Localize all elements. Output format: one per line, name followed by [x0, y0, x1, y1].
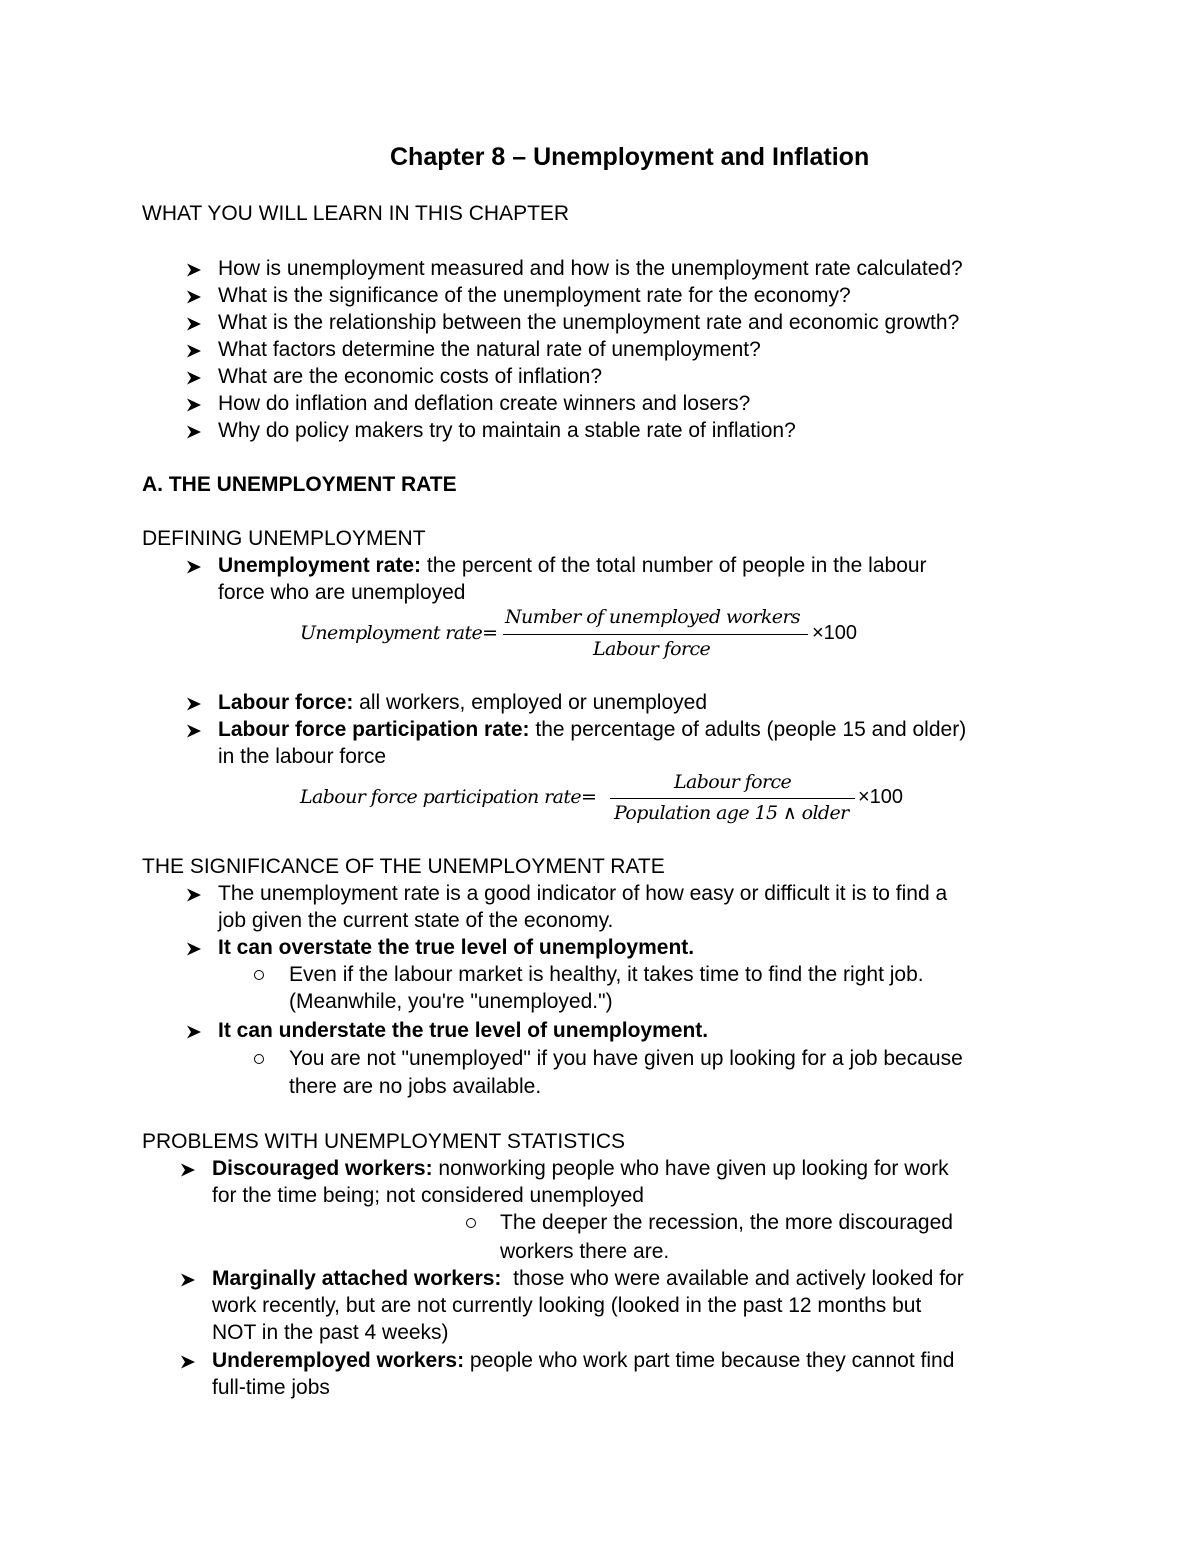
definition-continuation: full-time jobs: [212, 1376, 330, 1399]
sub-item: You are not "unemployed" if you have given up looking for a job because: [289, 1047, 963, 1070]
term: Marginally attached workers:: [212, 1267, 502, 1290]
marginally-attached-definition: [212, 1265, 964, 1292]
significance-item: It can overstate the true level of unemployment.: [218, 936, 695, 959]
learn-item: How do inflation and deflation create winners and losers?: [218, 392, 751, 415]
learn-item: How is unemployment measured and how is the unemployment rate calculated?: [218, 257, 963, 280]
problems-heading: PROBLEMS WITH UNEMPLOYMENT STATISTICS: [142, 1130, 626, 1153]
arrow-bullet-icon: [186, 559, 202, 575]
significance-item: The unemployment rate is a good indicator of how easy or difficult it is to find a: [218, 882, 948, 905]
arrow-bullet-icon: [186, 696, 202, 712]
learn-item: What is the relationship between the unemployment rate and economic growth?: [218, 311, 960, 334]
arrow-bullet-icon: [186, 289, 202, 305]
fraction-bar: [610, 798, 855, 799]
arrow-bullet-icon: [186, 262, 202, 278]
arrow-bullet-icon: [186, 941, 202, 957]
formula-numerator: Labour force: [674, 771, 792, 793]
circle-bullet-icon: [254, 1054, 264, 1064]
definition-text: people who work part time because they cannot find: [464, 1349, 955, 1372]
sub-item-continuation: workers there are.: [500, 1240, 670, 1263]
term: Underemployed workers:: [212, 1349, 465, 1372]
arrow-bullet-icon: [180, 1354, 196, 1370]
section-a-heading: A. THE UNEMPLOYMENT RATE: [142, 473, 457, 496]
sub-item-continuation: (Meanwhile, you're "unemployed."): [289, 990, 613, 1013]
formula-numerator: Number of unemployed workers: [505, 606, 801, 628]
learn-item: What are the economic costs of inflation?: [218, 365, 603, 388]
sub-item: Even if the labour market is healthy, it takes time to find the right job.: [289, 963, 924, 986]
unemployment-rate-definition: [218, 552, 927, 579]
definition-continuation: in the labour force: [218, 745, 387, 768]
definition-continuation: work recently, but are not currently looking (looked in the past 12 months but: [212, 1294, 922, 1317]
learn-item: What factors determine the natural rate of unemployment?: [218, 338, 761, 361]
definition-text: those who were available and actively looked for: [501, 1267, 964, 1290]
arrow-bullet-icon: [186, 370, 202, 386]
chapter-title: Chapter 8 – Unemployment and Inflation: [390, 143, 870, 171]
arrow-bullet-icon: [186, 424, 202, 440]
arrow-bullet-icon: [186, 1024, 202, 1040]
definition-text: the percentage of adults (people 15 and older): [529, 718, 967, 741]
arrow-bullet-icon: [180, 1272, 196, 1288]
term: Labour force:: [218, 691, 354, 714]
formula-lhs: Unemployment rate=: [300, 622, 498, 644]
term: Labour force participation rate:: [218, 718, 530, 741]
discouraged-workers-definition: [212, 1155, 949, 1182]
participation-rate-definition: [218, 716, 966, 743]
formula-multiplier: ×100: [812, 622, 858, 644]
underemployed-definition: [212, 1347, 954, 1374]
definition-continuation: for the time being; not considered unemployed: [212, 1184, 644, 1207]
formula-denominator: Population age 15 ∧ older: [614, 802, 849, 824]
definition-continuation: force who are unemployed: [218, 581, 466, 604]
significance-heading: THE SIGNIFICANCE OF THE UNEMPLOYMENT RATE: [142, 855, 665, 878]
sub-item: The deeper the recession, the more discouraged: [500, 1211, 953, 1234]
arrow-bullet-icon: [186, 723, 202, 739]
arrow-bullet-icon: [186, 887, 202, 903]
learn-item: Why do policy makers try to maintain a stable rate of inflation?: [218, 419, 796, 442]
circle-bullet-icon: [254, 970, 264, 980]
formula-multiplier: ×100: [858, 786, 904, 808]
significance-item-continuation: job given the current state of the economy.: [218, 909, 614, 932]
definition-continuation: NOT in the past 4 weeks): [212, 1321, 449, 1344]
arrow-bullet-icon: [180, 1162, 196, 1178]
arrow-bullet-icon: [186, 316, 202, 332]
formula-denominator: Labour force: [593, 638, 711, 660]
arrow-bullet-icon: [186, 397, 202, 413]
significance-item: It can understate the true level of unemployment.: [218, 1019, 709, 1042]
circle-bullet-icon: [466, 1218, 476, 1228]
fraction-bar: [503, 634, 808, 635]
definition-text: nonworking people who have given up looking for work: [432, 1157, 949, 1180]
defining-heading: DEFINING UNEMPLOYMENT: [142, 527, 426, 550]
learn-item: What is the significance of the unemployment rate for the economy?: [218, 284, 851, 307]
learn-heading: WHAT YOU WILL LEARN IN THIS CHAPTER: [142, 202, 570, 225]
definition-text: the percent of the total number of people in the labour: [421, 554, 927, 577]
formula-lhs: Labour force participation rate=: [300, 786, 597, 808]
term: Unemployment rate:: [218, 554, 422, 577]
term: Discouraged workers:: [212, 1157, 433, 1180]
sub-item-continuation: there are no jobs available.: [289, 1075, 542, 1098]
definition-text: all workers, employed or unemployed: [353, 691, 708, 714]
arrow-bullet-icon: [186, 343, 202, 359]
labour-force-definition: [218, 689, 707, 716]
